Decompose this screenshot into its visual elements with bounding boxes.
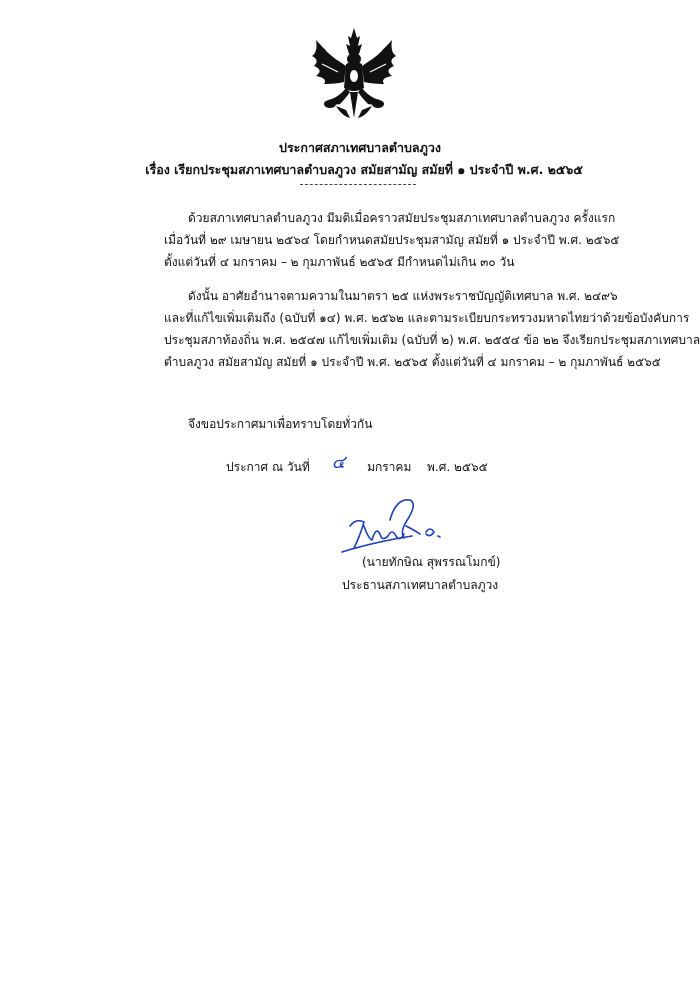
paragraph2-line: ตำบลภูวง สมัยสามัญ สมัยที่ ๑ ประจำปี พ.ศ. ๒๕๖๕ ตั้งแต่วันที่ ๔ มกราคม – ๒ กุมภาพันธ์ ๒๕๖๕ — [164, 355, 661, 369]
date-month: มกราคม — [367, 460, 412, 474]
paragraph2-line: และที่แก้ไขเพิ่มเติมถึง (ฉบับที่ ๑๔) พ.ศ. ๒๕๖๒ และตามระเบียบกระทรวงมหาดไทยว่าด้วยข้อบังคับการ — [164, 311, 690, 325]
handwritten-signature — [334, 496, 474, 560]
signer-name: (นายทักษิณ สุพรรณโมกข์) — [362, 555, 501, 569]
date-year: พ.ศ. ๒๕๖๕ — [427, 460, 488, 474]
paragraph1-line: เมื่อวันที่ ๒๙ เมษายน ๒๕๖๔ โดยกำหนดสมัยประชุมสามัญ สมัยที่ ๑ ประจำปี พ.ศ. ๒๕๖๕ — [164, 233, 620, 247]
document-title: ประกาศสภาเทศบาลตำบลภูวง — [279, 140, 441, 155]
signer-position: ประธานสภาเทศบาลตำบลภูวง — [342, 578, 499, 592]
announcement-date — [226, 452, 488, 475]
document-subject: เรื่อง เรียกประชุมสภาเทศบาลตำบลภูวง สมัยสามัญ สมัยที่ ๑ ประจำปี พ.ศ. ๒๕๖๕ — [145, 162, 583, 177]
paragraph2-line: ประชุมสภาท้องถิ่น พ.ศ. ๒๕๔๗ แก้ไขเพิ่มเติม (ฉบับที่ ๒) พ.ศ. ๒๕๕๔ ข้อ ๒๒ จึงเรียกประชุมสภาเทศบาล — [164, 333, 700, 347]
closing-statement: จึงขอประกาศมาเพื่อทราบโดยทั่วกัน — [188, 417, 373, 431]
title-divider — [300, 184, 416, 185]
garuda-emblem-icon — [306, 26, 402, 124]
date-prefix: ประกาศ ณ วันที่ — [226, 460, 310, 474]
date-day-handwritten: ๔ — [331, 452, 346, 473]
paragraph1-line: ด้วยสภาเทศบาลตำบลภูวง มีมติเมื่อคราวสมัยประชุมสภาเทศบาลตำบลภูวง ครั้งแรก — [188, 211, 616, 225]
paragraph2-line: ดังนั้น อาศัยอำนาจตามความในมาตรา ๒๕ แห่งพระราชบัญญัติเทศบาล พ.ศ. ๒๔๙๖ — [188, 289, 618, 303]
paragraph1-line: ตั้งแต่วันที่ ๔ มกราคม – ๒ กุมภาพันธ์ ๒๕๖๕ มีกำหนดไม่เกิน ๓๐ วัน — [164, 255, 515, 269]
